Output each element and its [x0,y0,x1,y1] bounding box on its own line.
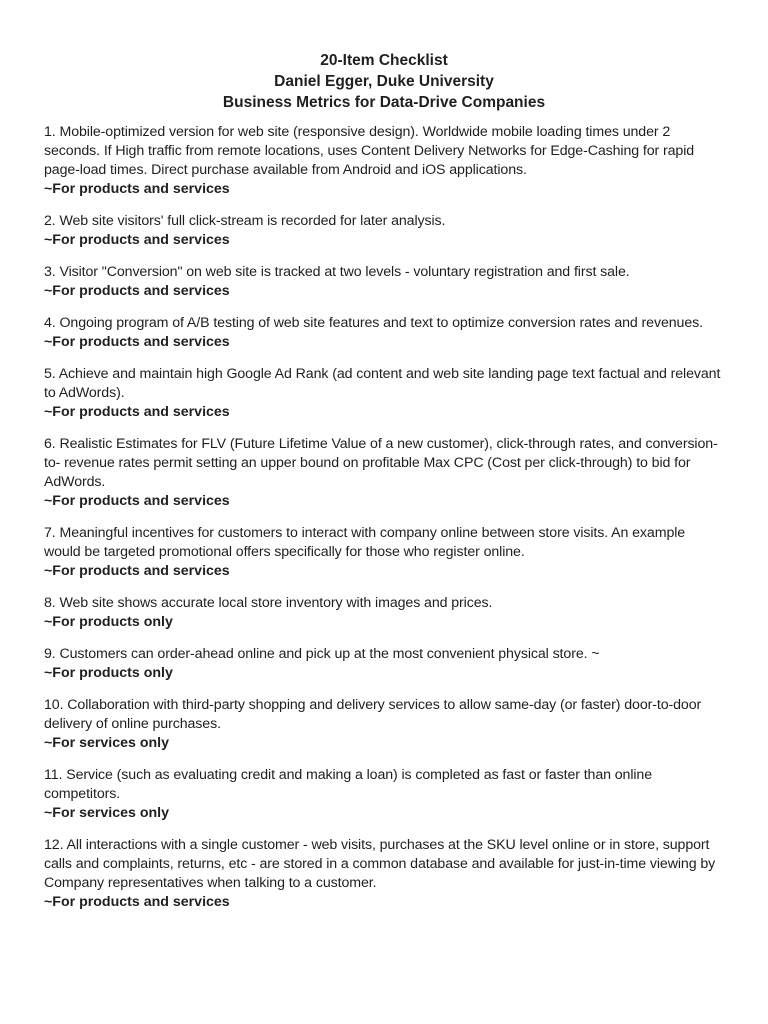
checklist-item-scope: ~For products and services [44,334,230,350]
checklist-item-scope: ~For products and services [44,232,230,248]
checklist-item-scope: ~For products and services [44,493,230,509]
checklist-item-text: 2. Web site visitors' full click-stream is recorded for later analysis. [44,213,446,229]
checklist-item-scope: ~For services only [44,805,169,821]
checklist-item [44,524,724,581]
document-subtitle: Business Metrics for Data-Drive Companies [222,94,546,111]
checklist-item [44,696,724,753]
checklist-item-scope: ~For products only [44,614,173,630]
checklist [44,123,724,912]
checklist-item-scope: ~For products and services [44,181,230,197]
checklist-item-text: 8. Web site shows accurate local store inventory with images and prices. [44,595,493,611]
checklist-item-text: 3. Visitor "Conversion" on web site is tracked at two levels - voluntary registration and first sale. [44,264,630,280]
checklist-item [44,212,724,250]
checklist-item-text: 5. Achieve and maintain high Google Ad Rank (ad content and web site landing page text factual and relevant to AdWords). [44,366,721,401]
checklist-item-text: 1. Mobile-optimized version for web site (responsive design). Worldwide mobile loading times under 2 seconds. If High traffic from remote locations, uses Content Delivery Networks for Edge-Cashing for rapid page-load times. Direct purchase available from Android and iOS applications. [44,124,695,178]
checklist-item-scope: ~For products and services [44,404,230,420]
checklist-item-scope: ~For products and services [44,283,230,299]
document-author: Daniel Egger, Duke University [274,73,494,90]
checklist-item-text: 7. Meaningful incentives for customers to interact with company online between store visits. An example would be targeted promotional offers specifically for those who register online. [44,525,686,560]
checklist-item [44,435,724,511]
checklist-item [44,766,724,823]
checklist-item [44,645,724,683]
checklist-item [44,594,724,632]
checklist-item-text: 11. Service (such as evaluating credit and making a loan) is completed as fast or faster than online competitors. [44,767,653,802]
checklist-item-text: 10. Collaboration with third-party shopping and delivery services to allow same-day (or faster) door-to-door delivery of online purchases. [44,697,702,732]
checklist-item-text: 4. Ongoing program of A/B testing of web site features and text to optimize conversion rates and revenues. [44,315,703,331]
checklist-item-text: 12. All interactions with a single customer - web visits, purchases at the SKU level online or in store, support calls and complaints, returns, etc - are stored in a common database and available for just-in-time viewing by Company representatives when talking to a customer. [44,837,716,891]
document-title: 20-Item Checklist [320,52,448,69]
checklist-item [44,123,724,199]
document-header [44,50,724,113]
checklist-item-scope: ~For products and services [44,894,230,910]
checklist-item-text: 9. Customers can order-ahead online and pick up at the most convenient physical store. ~ [44,646,600,662]
checklist-item-scope: ~For services only [44,735,169,751]
checklist-item [44,365,724,422]
checklist-item [44,836,724,912]
checklist-item-scope: ~For products and services [44,563,230,579]
checklist-item-scope: ~For products only [44,665,173,681]
checklist-item [44,263,724,301]
checklist-item-text: 6. Realistic Estimates for FLV (Future Lifetime Value of a new customer), click-through rates, and conversion-to- revenue rates permit setting an upper bound on profitable Max CPC (Cost per click-through) to bid for AdWords. [44,436,718,490]
checklist-item [44,314,724,352]
